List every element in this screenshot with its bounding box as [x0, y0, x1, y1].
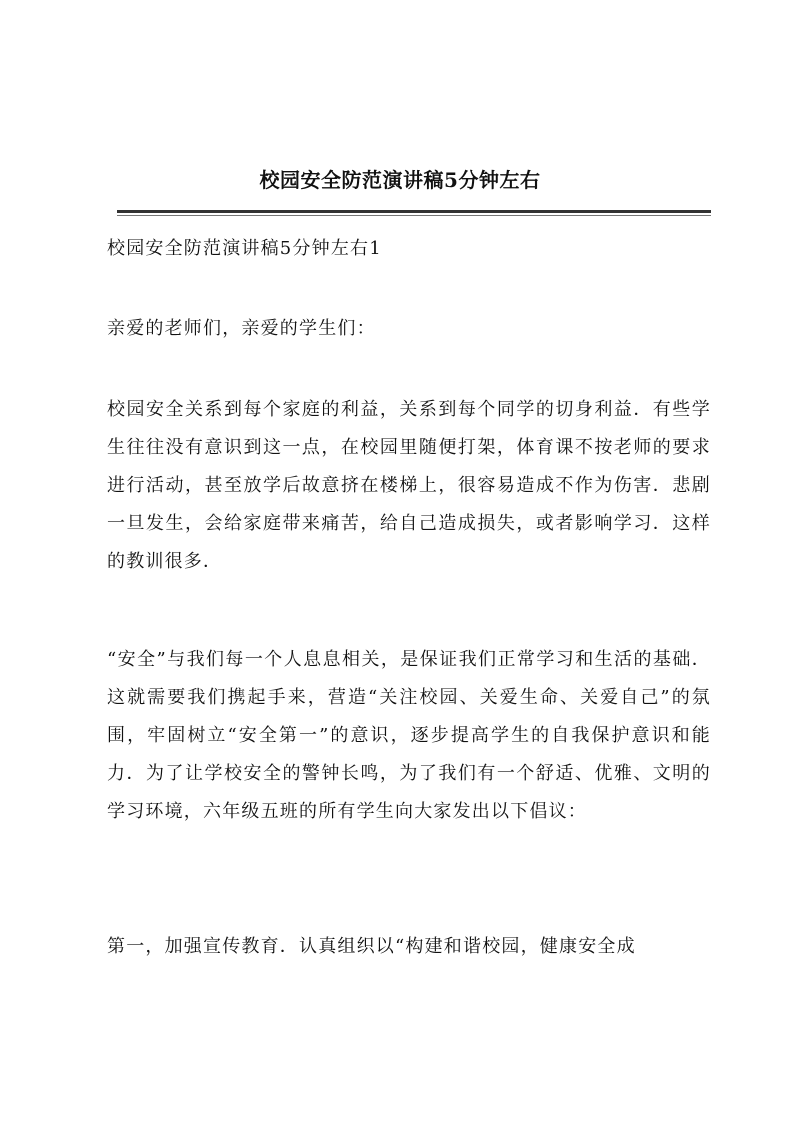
- section-heading: 校园安全防范演讲稿5分钟左右1: [107, 238, 382, 259]
- body-paragraph-3: 第一，加强宣传教育．认真组织以“构建和谐校园，健康安全成: [107, 936, 636, 957]
- title-divider-thin: [117, 215, 711, 216]
- greeting-paragraph: 亲爱的老师们，亲爱的学生们：: [107, 318, 376, 339]
- document-title: 校园安全防范演讲稿5分钟左右: [259, 168, 541, 192]
- body-paragraph-2: “安全”与我们每一个人息息相关，是保证我们正常学习和生活的基础．这就需要我们携起手来，营造“关注校园、关爱生命、关爱自己”的氛围，牢固树立“安全第一”的意识，逐步提高学生的自我保护意识和能力．为了让学校安全的警钟长鸣，为了我们有一个舒适、优雅、文明的学习环境，六年级五班的所有学生向大家发出以下倡议：: [107, 649, 711, 822]
- body-paragraph-1: 校园安全关系到每个家庭的利益，关系到每个同学的切身利益．有些学生往往没有意识到这一点，在校园里随便打架，体育课不按老师的要求进行活动，甚至放学后故意挤在楼梯上，很容易造成不作为伤害．悲剧一旦发生，会给家庭带来痛苦，给自己造成损失，或者影响学习．这样的教训很多．: [107, 399, 711, 572]
- title-divider: [117, 210, 711, 213]
